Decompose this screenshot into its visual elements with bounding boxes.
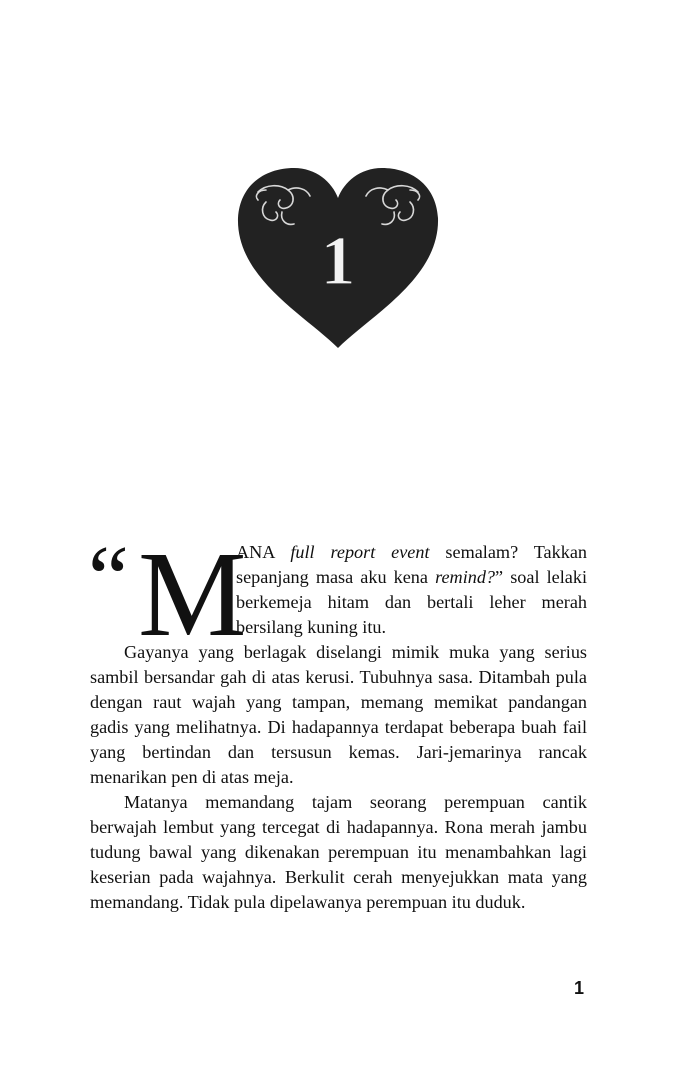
- p1-italic-phrase: full report event: [290, 542, 430, 562]
- paragraph-1: [236, 540, 587, 640]
- p1-middle: semalam? Takkan sepanjang masa aku kena: [236, 542, 587, 587]
- paragraph-3: Matanya memandang tajam seorang perempuan cantik berwajah lembut yang tercegat di hadapannya. Rona merah jambu tudung bawal yang dikenakan perempuan itu menambahkan lagi keserian pada wajahnya. Berkulit cerah menyejukkan mata yang memandang. Tidak pula dipelawanya perempuan itu duduk.: [90, 792, 587, 912]
- paragraph-2: Gayanya yang berlagak diselangi mimik muka yang serius sambil bersandar gah di atas kerusi. Tubuhnya sasa. Ditambah pula dengan raut wajah yang tampan, memang memikat pandangan gadis yang melihatnya. Di hadapannya terdapat beberapa buah fail yang bertindan dan tersusun kemas. Jari-jemarinya rancak menarikan pen di atas meja.: [90, 642, 587, 787]
- p1-end: ” soal lelaki berkemeja hitam dan bertali leher merah bersilang kuning itu.: [236, 567, 587, 637]
- chapter-heart-emblem: [236, 166, 440, 352]
- p1-italic-word: remind?: [435, 567, 496, 587]
- heart-icon: [236, 166, 440, 352]
- opening-quote-mark: “: [88, 527, 129, 629]
- page-number: 1: [573, 978, 584, 998]
- chapter-body: [88, 527, 587, 915]
- drop-cap-letter: M: [138, 527, 247, 662]
- chapter-number: 1: [320, 223, 356, 300]
- p1-lead: ANA: [236, 542, 291, 562]
